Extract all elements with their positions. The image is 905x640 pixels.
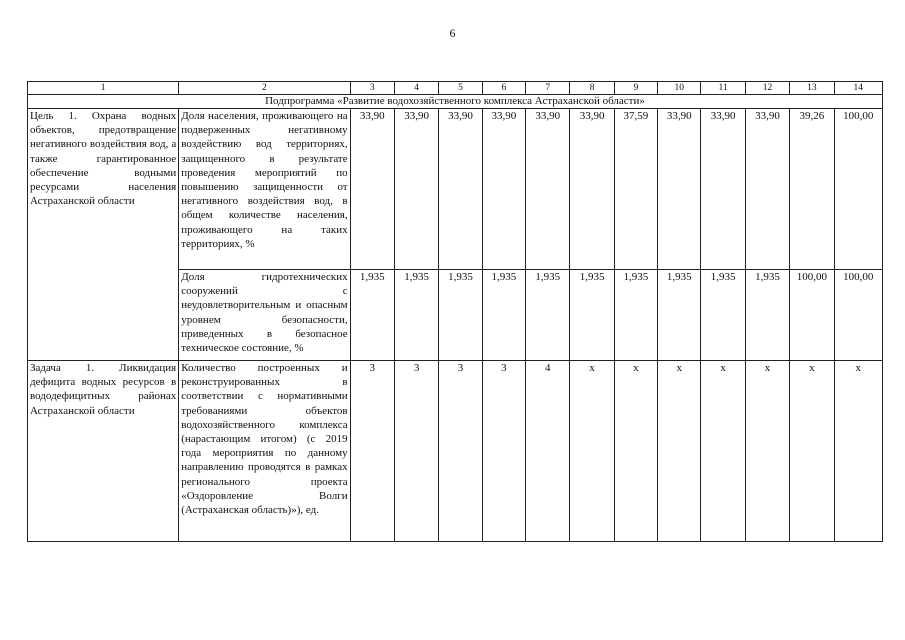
column-header: 3	[350, 82, 394, 95]
column-header: 11	[701, 82, 745, 95]
page-number: 6	[449, 26, 456, 40]
column-header: 10	[658, 82, 701, 95]
indicators-table	[27, 81, 883, 542]
value-cell: 33,90	[658, 109, 701, 270]
column-header: 7	[526, 82, 570, 95]
value-cell: 1,935	[350, 270, 394, 361]
subprogram-title: Подпрограмма «Развитие водохозяйственного комплекса Астраханской области»	[28, 95, 883, 109]
indicator-cell: Доля гидротехнических сооружений с неудовлетворительным и опасным уровнем безопасности, приведенных в безопасное техническое состояние, %	[179, 270, 350, 361]
value-cell: 1,935	[570, 270, 614, 361]
column-header: 8	[570, 82, 614, 95]
value-cell: 1,935	[482, 270, 525, 361]
column-header: 4	[394, 82, 438, 95]
subprogram-row	[28, 95, 883, 109]
task-cell: Задача 1. Ликвидация дефицита водных ресурсов в вододефицитных районах Астраханской области	[28, 361, 179, 542]
value-cell: 33,90	[394, 109, 438, 270]
column-header: 13	[790, 82, 834, 95]
value-cell: 39,26	[790, 109, 834, 270]
value-cell: 3	[394, 361, 438, 542]
value-cell: х	[614, 361, 657, 542]
indicator-cell: Доля населения, проживающего на подверженных негативному воздействию вод территориях, защищенного в результате проведения мероприятий по повышению защищенности от негативного воздействия вод, в общем количестве населения, проживающего на таких территориях, %	[179, 109, 350, 270]
value-cell: 3	[439, 361, 482, 542]
value-cell: 33,90	[701, 109, 745, 270]
goal-cell	[28, 109, 179, 361]
value-cell: 100,00	[790, 270, 834, 361]
value-cell: 1,935	[526, 270, 570, 361]
column-header: 6	[482, 82, 525, 95]
value-cell: 33,90	[745, 109, 789, 270]
value-cell: 1,935	[745, 270, 789, 361]
value-cell: 3	[350, 361, 394, 542]
value-cell: 1,935	[658, 270, 701, 361]
column-header: 1	[28, 82, 179, 95]
value-cell: 1,935	[701, 270, 745, 361]
value-cell: 33,90	[439, 109, 482, 270]
column-header: 2	[179, 82, 350, 95]
value-cell: 3	[482, 361, 525, 542]
value-cell: х	[834, 361, 882, 542]
value-cell: 100,00	[834, 270, 882, 361]
column-number-row	[28, 82, 883, 95]
indicator-cell: Количество построенных и реконструированных в соответствии с нормативными требованиями объектов водохозяйственного комплекса (нарастающим итогом) (с 2019 года мероприятия по данному направлению проводятся в рамках регионального проекта «Оздоровление Волги (Астраханская область)»), ед.	[179, 361, 350, 542]
column-header: 12	[745, 82, 789, 95]
value-cell: х	[701, 361, 745, 542]
value-cell: х	[658, 361, 701, 542]
value-cell: 1,935	[394, 270, 438, 361]
goal-text: Цель 1. Охрана водных объектов, предотвращение негативного воздействия вод, а также гарантированное обеспечение водными ресурсами населения Астраханской области	[30, 110, 177, 208]
value-cell: 33,90	[482, 109, 525, 270]
value-cell: х	[570, 361, 614, 542]
column-header: 9	[614, 82, 657, 95]
value-cell: х	[745, 361, 789, 542]
column-header: 5	[439, 82, 482, 95]
value-cell: 4	[526, 361, 570, 542]
value-cell: 33,90	[350, 109, 394, 270]
value-cell: 37,59	[614, 109, 657, 270]
table-row	[28, 361, 883, 542]
value-cell: 1,935	[614, 270, 657, 361]
value-cell: х	[790, 361, 834, 542]
table-row	[28, 109, 883, 270]
value-cell: 100,00	[834, 109, 882, 270]
value-cell: 1,935	[439, 270, 482, 361]
value-cell: 33,90	[570, 109, 614, 270]
column-header: 14	[834, 82, 882, 95]
value-cell: 33,90	[526, 109, 570, 270]
